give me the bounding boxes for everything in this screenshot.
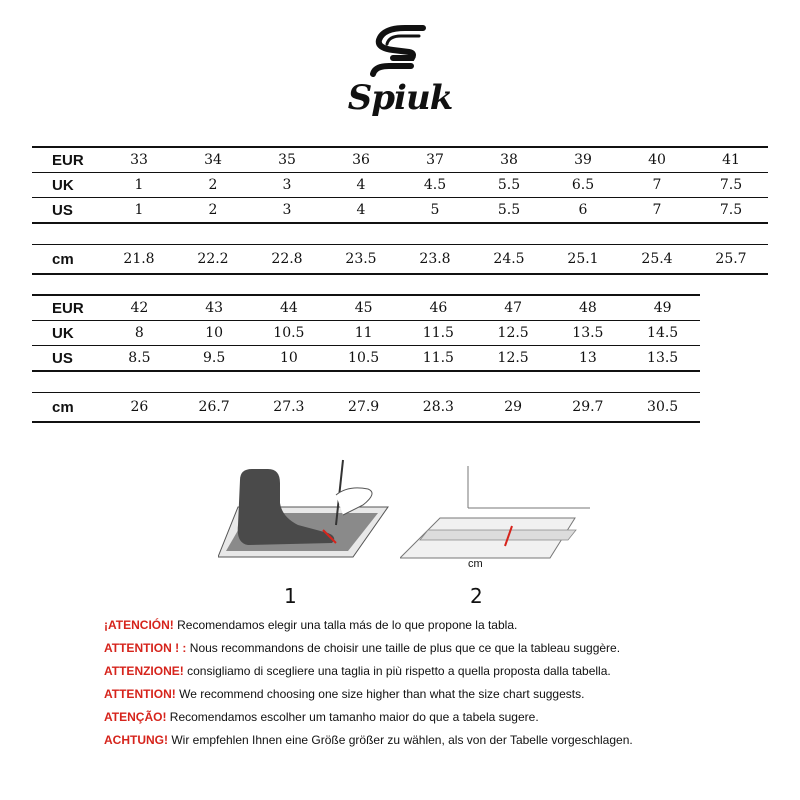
size-row-cm: [32, 393, 700, 423]
size-cell: 10.5: [252, 321, 327, 346]
size-cell: 7: [620, 173, 694, 198]
ruler-unit-label: cm: [468, 558, 483, 570]
size-cell: 5.5: [472, 173, 546, 198]
size-row-us: [32, 198, 768, 224]
size-cell: 10.5: [326, 346, 401, 372]
size-cell: 23.8: [398, 245, 472, 275]
warning-word: ATTENTION ! :: [104, 641, 187, 655]
size-cell: 36: [324, 147, 398, 173]
size-cell: 25.7: [694, 245, 768, 275]
foot-measure-illustration: [218, 455, 393, 565]
row-label: EUR: [32, 295, 102, 321]
size-cell: 22.8: [250, 245, 324, 275]
size-cell: 12.5: [476, 346, 551, 372]
size-cell: 9.5: [177, 346, 252, 372]
size-cell: 3: [250, 173, 324, 198]
note-text: We recommend choosing one size higher than what the size chart suggests.: [175, 687, 585, 701]
size-cell: 1: [102, 173, 176, 198]
size-cell: 26: [102, 393, 177, 423]
size-table-1: [32, 146, 768, 275]
ruler-measure-illustration: [400, 466, 590, 566]
note-text: consigliamo di scegliere una taglia in più rispetto a quella proposta dalla tabella.: [183, 664, 611, 678]
size-cell: 27.3: [252, 393, 327, 423]
brand-name: Spiuk: [347, 78, 453, 118]
spiuk-logo: [335, 22, 465, 117]
warning-word: ATTENTION!: [104, 687, 176, 701]
size-cell: 1: [102, 198, 176, 224]
row-label: cm: [32, 245, 102, 275]
size-row-eur: [32, 147, 768, 173]
size-cell: 26.7: [177, 393, 252, 423]
row-label: UK: [32, 321, 102, 346]
size-row-uk: [32, 321, 700, 346]
size-cell: 13: [551, 346, 626, 372]
size-cell: 7.5: [694, 198, 768, 224]
size-cell: 2: [176, 198, 250, 224]
row-label: cm: [32, 393, 102, 423]
size-cell: 5.5: [472, 198, 546, 224]
row-label: US: [32, 346, 102, 372]
size-cell: 11.5: [401, 346, 476, 372]
size-cell: 24.5: [472, 245, 546, 275]
size-row-uk: [32, 173, 768, 198]
size-cell: 29: [476, 393, 551, 423]
size-cell: 13.5: [551, 321, 626, 346]
warning-word: ¡ATENCIÓN!: [104, 618, 174, 632]
gap-cell: [32, 371, 700, 393]
step-1-number: 1: [284, 584, 297, 608]
size-cell: 11.5: [401, 321, 476, 346]
warning-word: ATTENZIONE!: [104, 664, 184, 678]
size-cell: 41: [694, 147, 768, 173]
size-row-cm: [32, 245, 768, 275]
size-cell: 4: [324, 173, 398, 198]
size-cell: 38: [472, 147, 546, 173]
size-cell: 30.5: [625, 393, 700, 423]
note-text: Recomendamos elegir una talla más de lo que propone la tabla.: [173, 618, 518, 632]
note-pt: [104, 706, 744, 729]
size-cell: 4.5: [398, 173, 472, 198]
size-cell: 11: [326, 321, 401, 346]
size-cell: 10: [177, 321, 252, 346]
size-cell: 28.3: [401, 393, 476, 423]
size-cell: 29.7: [551, 393, 626, 423]
size-cell: 48: [551, 295, 626, 321]
size-cell: 21.8: [102, 245, 176, 275]
size-cell: 34: [176, 147, 250, 173]
size-cell: 43: [177, 295, 252, 321]
size-cell: 40: [620, 147, 694, 173]
size-cell: 45: [326, 295, 401, 321]
size-cell: 7: [620, 198, 694, 224]
size-cell: 42: [102, 295, 177, 321]
row-label: EUR: [32, 147, 102, 173]
size-cell: 5: [398, 198, 472, 224]
size-row-us: [32, 346, 700, 372]
size-cell: 27.9: [326, 393, 401, 423]
size-cell: 4: [324, 198, 398, 224]
size-cell: 47: [476, 295, 551, 321]
size-cell: 3: [250, 198, 324, 224]
warning-word: ATENÇÃO!: [104, 710, 167, 724]
size-warning-notes: [104, 614, 744, 752]
size-cell: 13.5: [625, 346, 700, 372]
size-cell: 10: [252, 346, 327, 372]
gap-cell: [32, 223, 768, 245]
size-cell: 33: [102, 147, 176, 173]
size-cell: 2: [176, 173, 250, 198]
table-gap-row: [32, 371, 700, 393]
size-cell: 23.5: [324, 245, 398, 275]
note-en: [104, 683, 744, 706]
size-cell: 6: [546, 198, 620, 224]
size-cell: 25.4: [620, 245, 694, 275]
size-cell: 39: [546, 147, 620, 173]
size-cell: 37: [398, 147, 472, 173]
step-2-number: 2: [470, 584, 483, 608]
size-cell: 8: [102, 321, 177, 346]
size-cell: 6.5: [546, 173, 620, 198]
size-cell: 25.1: [546, 245, 620, 275]
note-it: [104, 660, 744, 683]
row-label: UK: [32, 173, 102, 198]
size-cell: 44: [252, 295, 327, 321]
row-label: US: [32, 198, 102, 224]
note-fr: [104, 637, 744, 660]
note-de: [104, 729, 744, 752]
table-gap-row: [32, 223, 768, 245]
note-text: Nous recommandons de choisir une taille de plus que ce que la tableau suggère.: [186, 641, 621, 655]
size-cell: 8.5: [102, 346, 177, 372]
size-cell: 35: [250, 147, 324, 173]
size-row-eur: [32, 295, 700, 321]
size-cell: 46: [401, 295, 476, 321]
note-es: [104, 614, 744, 637]
size-cell: 49: [625, 295, 700, 321]
size-cell: 7.5: [694, 173, 768, 198]
warning-word: ACHTUNG!: [104, 733, 168, 747]
size-cell: 12.5: [476, 321, 551, 346]
size-cell: 14.5: [625, 321, 700, 346]
size-table-2: [32, 294, 700, 423]
note-text: Recomendamos escolher um tamanho maior do que a tabela sugere.: [166, 710, 539, 724]
note-text: Wir empfehlen Ihnen eine Größe größer zu wählen, als von der Tabelle vorgeschlagen.: [168, 733, 633, 747]
spiuk-logo-mark: [335, 22, 465, 82]
size-cell: 22.2: [176, 245, 250, 275]
